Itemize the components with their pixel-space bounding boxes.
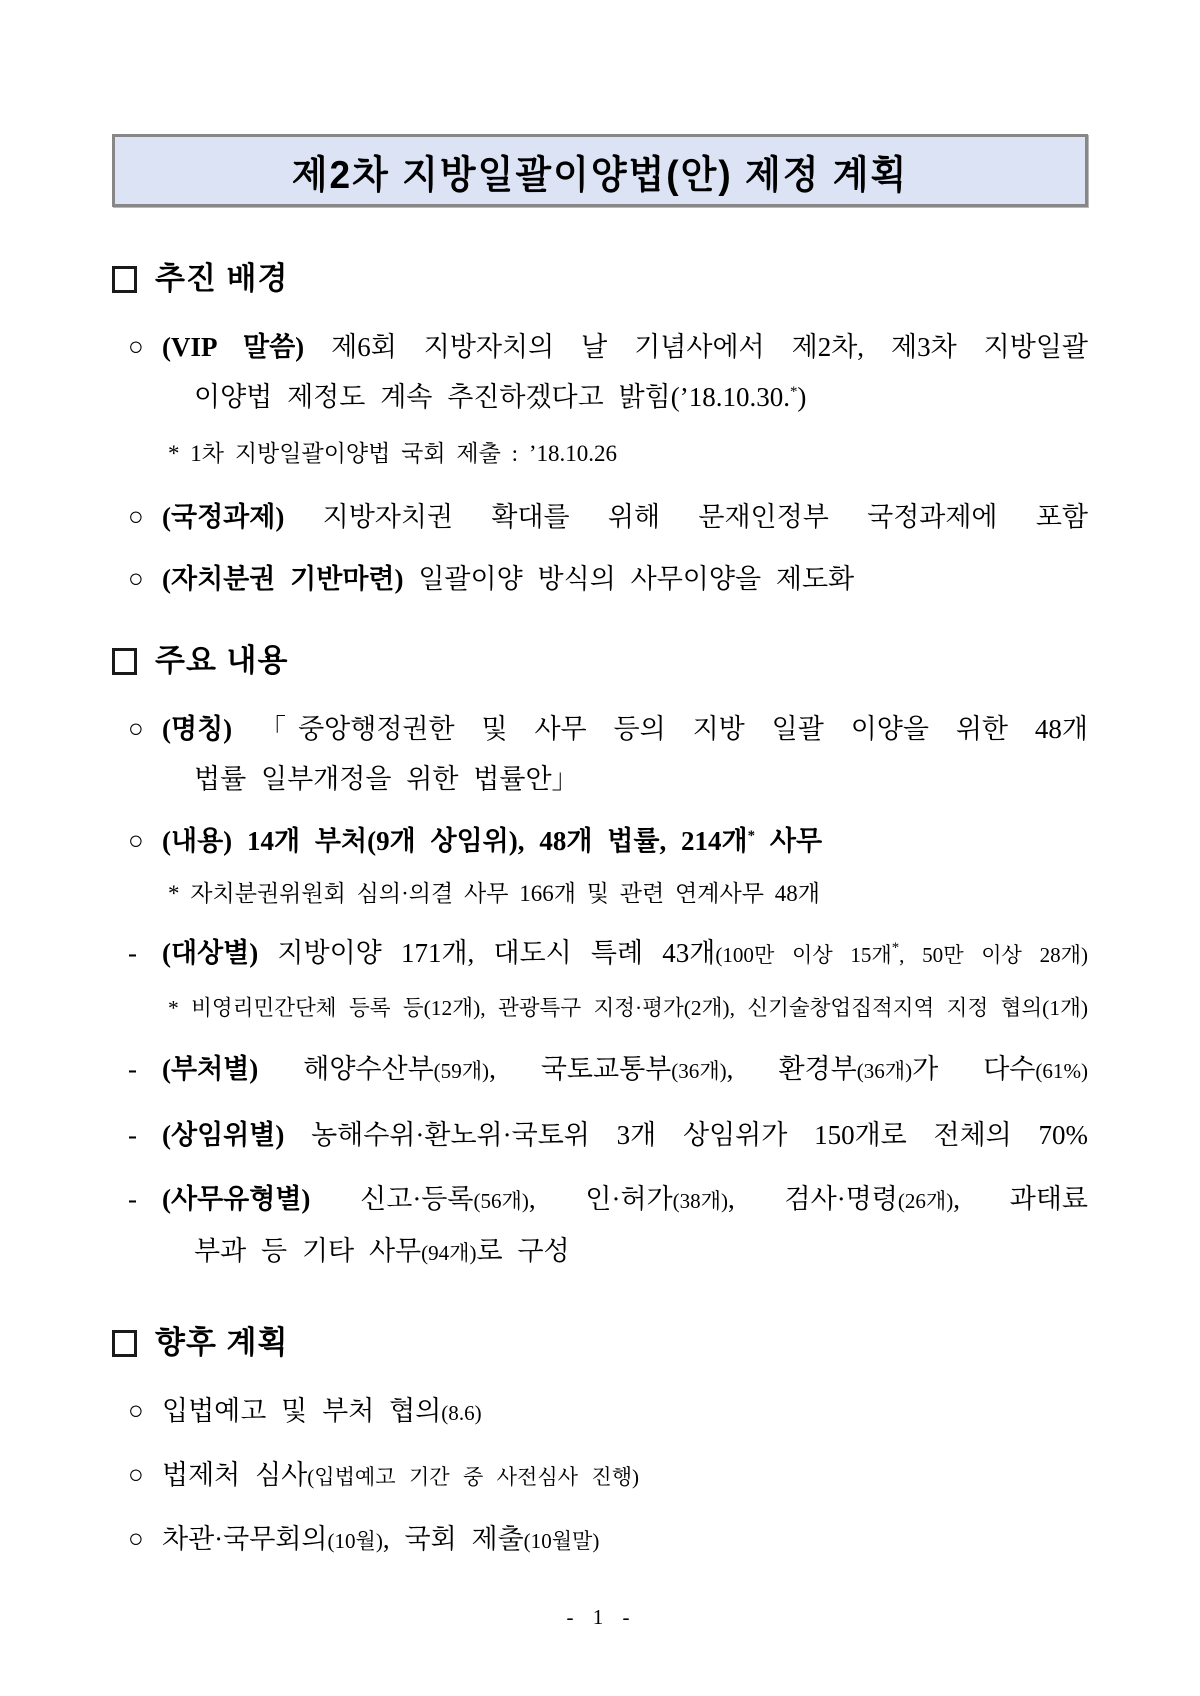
text-segment: 가 다수 <box>912 1054 1036 1084</box>
text-segment: , 환경부 <box>726 1054 857 1084</box>
text-segment: (내용) 14개 부처(9개 상임위), 48개 법률, 214개 <box>162 826 748 856</box>
dash-text <box>162 1181 1088 1271</box>
text-segment: 신고·등록 <box>310 1184 474 1214</box>
footnote-first-submission <box>168 439 1088 469</box>
circle-bullet-icon: ○ <box>128 564 144 593</box>
bullet-line <box>162 561 1088 597</box>
text-segment: * 비영리민간단체 등록 등(12개), 관광특구 지정·평가(2개), 신기술창업집적지역 지정 협의(1개) <box>168 996 1088 1020</box>
bullet-text <box>162 329 1088 415</box>
circle-bullet-icon: ○ <box>128 332 144 361</box>
text-segment: (36개) <box>671 1059 727 1083</box>
section-heading-label: 추진 배경 <box>155 261 289 296</box>
text-segment: (36개) <box>856 1059 913 1083</box>
text-segment: (94개) <box>421 1241 477 1265</box>
circle-bullet-icon: ○ <box>128 502 144 531</box>
text-segment: , 과태료 <box>953 1184 1089 1214</box>
dash-text <box>162 935 1088 973</box>
circle-bullet-icon: ○ <box>128 1524 144 1553</box>
section-heading-label: 주요 내용 <box>155 643 289 678</box>
text-segment: 일괄이양 방식의 사무이양을 제도화 <box>403 564 855 594</box>
section-heading-background <box>112 259 1088 299</box>
bullet-item-contents <box>128 823 1088 859</box>
dash-line <box>162 935 1088 973</box>
text-segment: 부과 등 기타 사무 <box>194 1236 422 1266</box>
text-segment: (10월말) <box>523 1529 600 1553</box>
bullet-line <box>162 823 1088 859</box>
text-segment: (26개) <box>897 1189 954 1213</box>
dash-line <box>162 1181 1088 1219</box>
text-segment: 해양수산부 <box>258 1054 434 1084</box>
dash-bullet-icon: - <box>128 1120 137 1150</box>
text-segment: 제6회 지방자치의 날 기념사에서 제2차, 제3차 지방일괄 <box>304 332 1088 362</box>
text-segment: 농해수위·환노위·국토위 3개 상임위가 150개로 전체의 70% <box>284 1120 1088 1150</box>
square-bullet-icon <box>112 648 137 675</box>
text-segment: (100만 이상 15개 <box>715 943 892 967</box>
text-segment: 법제처 심사 <box>162 1460 308 1490</box>
text-segment: * <box>747 828 756 844</box>
bullet-item-cabinet-submission <box>128 1521 1088 1559</box>
text-segment: 이양법 제정도 계속 추진하겠다고 밝힘(’18.10.30. <box>194 382 790 412</box>
document-title: 제2차 지방일괄이양법(안) 제정 계획 <box>291 152 909 196</box>
bullet-item-preannouncement <box>128 1393 1088 1431</box>
dash-item-by-committee <box>128 1117 1088 1153</box>
footnote-committee <box>168 879 1088 909</box>
text-segment: 입법예고 및 부처 협의 <box>162 1396 442 1426</box>
dash-item-by-ministry <box>128 1051 1088 1089</box>
square-bullet-icon <box>112 1330 137 1357</box>
bullet-item-national-agenda <box>128 499 1088 535</box>
text-segment: , 인·허가 <box>528 1184 673 1214</box>
bullet-text <box>162 711 1088 797</box>
text-segment: 로 구성 <box>476 1236 570 1266</box>
text-segment: (대상별) <box>162 938 259 968</box>
dash-line <box>162 1117 1088 1153</box>
bullet-line <box>162 711 1088 747</box>
text-segment: , 50만 이상 28개) <box>899 943 1088 967</box>
bullet-item-decentralization <box>128 561 1088 597</box>
bullet-text <box>162 499 1088 535</box>
text-segment: , 국회 제출 <box>382 1524 524 1554</box>
text-segment: (59개) <box>433 1059 490 1083</box>
bullet-line <box>162 1457 1088 1495</box>
text-segment: 「중앙행정권한 및 사무 등의 지방 일괄 이양을 위한 48개 <box>232 714 1088 744</box>
bullet-text <box>162 1393 1088 1431</box>
dash-item-by-target <box>128 935 1088 973</box>
text-segment: 사무 <box>755 826 823 856</box>
text-segment: 차관·국무회의 <box>162 1524 328 1554</box>
dash-bullet-icon: - <box>128 938 137 968</box>
text-segment: 법률 일부개정을 위한 법률안」 <box>194 764 579 794</box>
section-heading-label: 향후 계획 <box>155 1325 289 1360</box>
text-segment: , 국토교통부 <box>489 1054 672 1084</box>
bullet-text <box>162 1457 1088 1495</box>
circle-bullet-icon: ○ <box>128 1396 144 1425</box>
text-segment: * <box>891 940 900 956</box>
dash-text <box>162 1117 1088 1153</box>
dash-line <box>162 1051 1088 1089</box>
text-segment: 지방이양 171개, 대도시 특례 43개 <box>258 938 716 968</box>
text-segment: , 검사·명령 <box>728 1184 898 1214</box>
footnote-nonprofit <box>168 993 1088 1023</box>
page-number: - 1 - <box>566 1605 634 1629</box>
text-segment: (38개) <box>672 1189 729 1213</box>
bullet-text <box>162 561 1088 597</box>
dash-line <box>194 1233 1088 1271</box>
bullet-item-legislation-review <box>128 1457 1088 1495</box>
dash-bullet-icon: - <box>128 1054 137 1084</box>
text-segment: (상임위별) <box>162 1120 285 1150</box>
section-heading-main-content <box>112 641 1088 681</box>
text-segment: (부처별) <box>162 1054 259 1084</box>
bullet-item-name <box>128 711 1088 797</box>
text-segment: (명칭) <box>162 714 233 744</box>
text-segment: (56개) <box>473 1189 529 1213</box>
text-segment: 지방자치권 확대를 위해 문재인정부 국정과제에 포함 <box>284 502 1088 532</box>
bullet-line <box>162 499 1088 535</box>
text-segment: * <box>789 384 798 400</box>
bullet-text <box>162 1521 1088 1559</box>
text-segment: (61%) <box>1035 1059 1088 1083</box>
bullet-line <box>162 1393 1088 1431</box>
text-segment: * 자치분권위원회 심의·의결 사무 166개 및 관련 연계사무 48개 <box>168 881 820 906</box>
square-bullet-icon <box>112 266 137 293</box>
text-segment: (10월) <box>327 1529 383 1553</box>
bullet-line <box>194 379 1088 415</box>
bullet-line <box>162 1521 1088 1559</box>
circle-bullet-icon: ○ <box>128 826 144 855</box>
bullet-line <box>162 329 1088 365</box>
bullet-item-vip <box>128 329 1088 415</box>
text-segment: (VIP 말씀) <box>162 332 305 362</box>
text-segment: ) <box>797 382 807 412</box>
dash-item-by-task-type <box>128 1181 1088 1271</box>
text-segment: * 1차 지방일괄이양법 국회 제출 : ’18.10.26 <box>168 441 618 466</box>
title-box <box>112 134 1088 207</box>
dash-text <box>162 1051 1088 1089</box>
section-heading-future-plan <box>112 1323 1088 1363</box>
circle-bullet-icon: ○ <box>128 1460 144 1489</box>
text-segment: (사무유형별) <box>162 1184 311 1214</box>
dash-bullet-icon: - <box>128 1184 137 1214</box>
text-segment: (입법예고 기간 중 사전심사 진행) <box>307 1465 640 1489</box>
circle-bullet-icon: ○ <box>128 714 144 743</box>
bullet-text <box>162 823 1088 859</box>
text-segment: (자치분권 기반마련) <box>162 564 404 594</box>
text-segment: (8.6) <box>441 1401 482 1425</box>
document-content <box>0 259 1200 1559</box>
text-segment: (국정과제) <box>162 502 285 532</box>
bullet-line <box>194 761 1088 797</box>
